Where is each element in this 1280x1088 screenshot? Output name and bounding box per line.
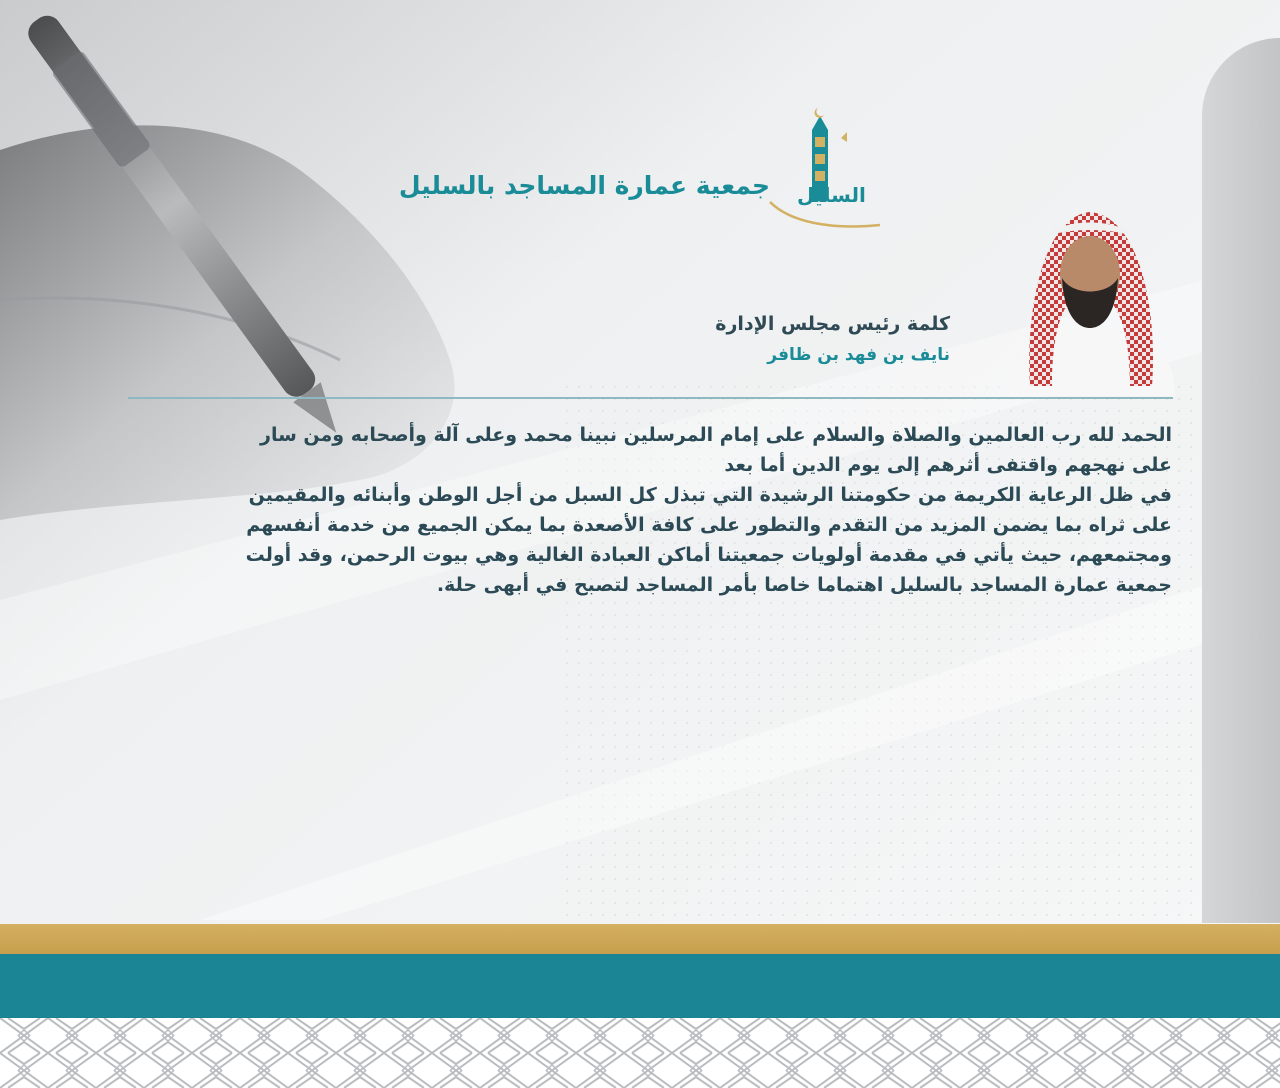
speech-paragraph: في ظل الرعاية الكريمة من حكومتنا الرشيدة التي تبذل كل السبل من أجل الوطن وأبنائه والمقيمين على ثراه بما يضمن المزيد من التقدم والتطور على كافة الأصعدة بما يمكن الجميع من خدمة أنفسهم ومجتمعهم، حيث يأتي في مقدمة أولويات جمعيتنا أماكن العبادة الغالية وهي بيوت الرحمن، وقد أولت جمعية عمارة المساجد بالسليل اهتماما خاصا بأمر المساجد لتصبح في أبهى حلة. (245, 484, 1172, 596)
minaret-logo-icon (500, 102, 900, 232)
speaker-portrait (990, 196, 1190, 396)
section-divider (128, 397, 1173, 399)
logo-city-name: السليل (797, 183, 866, 207)
speech-body (232, 420, 1172, 600)
speech-paragraph: الحمد لله رب العالمين والصلاة والسلام على إمام المرسلين نبينا محمد وعلى آلة وأصحابه ومن سار على نهجهم واقتفى أثرهم إلى يوم الدين أما بعد (260, 424, 1172, 476)
footer-gold-band (0, 924, 1280, 954)
footer-geometric-pattern (0, 1018, 1280, 1088)
footer-teal-band (0, 954, 1280, 1018)
speaker-name: نايف بن فهد بن ظافر (767, 345, 950, 365)
speech-title: كلمة رئيس مجلس الإدارة (715, 313, 950, 335)
organization-name: جمعية عمارة المساجد بالسليل (398, 171, 770, 200)
right-decorative-panel (1202, 38, 1280, 923)
